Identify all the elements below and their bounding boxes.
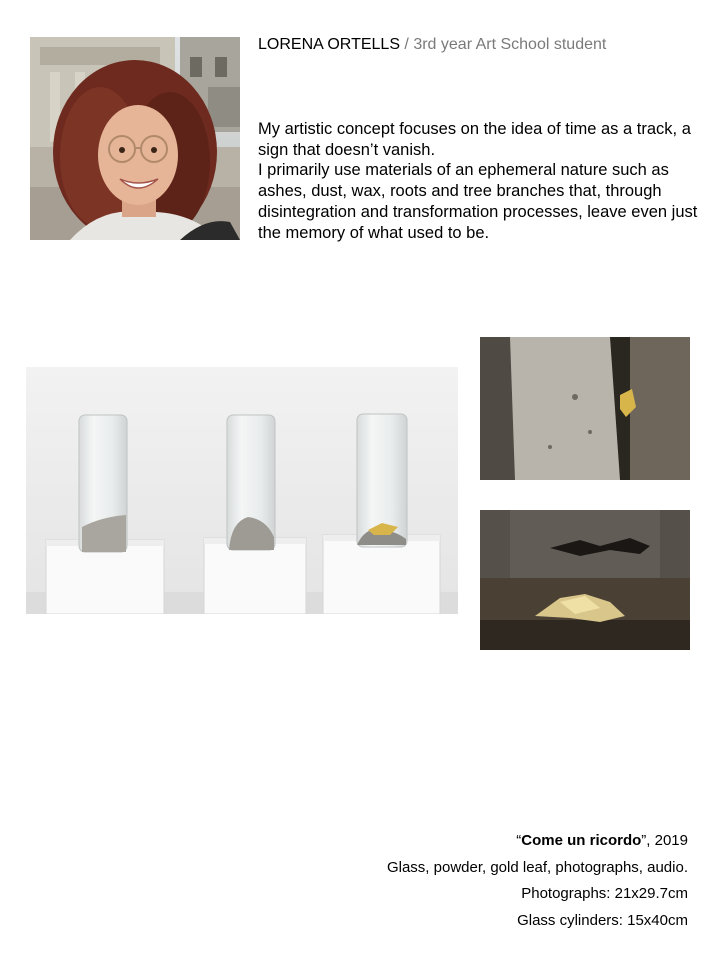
statement-paragraph-2: I primarily use materials of an ephemeral nature such as ashes, dust, wax, roots and tree branches that, through disintegration and transformation processes, leave even just the memory of what used to be. [258,161,698,242]
artist-portrait-photo [30,37,240,240]
artwork-year: ”, 2019 [641,832,688,849]
artist-header [258,36,606,54]
artist-name: LORENA ORTELLS [258,36,400,53]
title-open-quote: “ [516,832,522,849]
installation-photo [26,367,458,614]
artist-statement [258,119,698,243]
detail-photo-wall [480,337,690,480]
detail-photo-ground-image [480,510,690,650]
cylinders-size: Glass cylinders: 15x40cm [517,911,688,929]
detail-photo-ground [480,510,690,650]
photographs-size: Photographs: 21x29.7cm [521,885,688,902]
installation-image [26,367,458,614]
artist-subtitle: 3rd year Art School student [413,36,607,53]
artwork-caption [387,830,688,936]
statement-paragraph-1: My artistic concept focuses on the idea of time as a track, a sign that doesn’t vanish. [258,120,691,159]
artwork-title-line [387,830,688,857]
portrait-image [30,37,240,240]
artwork-title: Come un ricordo [521,832,642,849]
artwork-materials: Glass, powder, gold leaf, photographs, audio. [386,858,688,876]
header-separator: / [399,36,414,53]
detail-photo-wall-image [480,337,690,480]
